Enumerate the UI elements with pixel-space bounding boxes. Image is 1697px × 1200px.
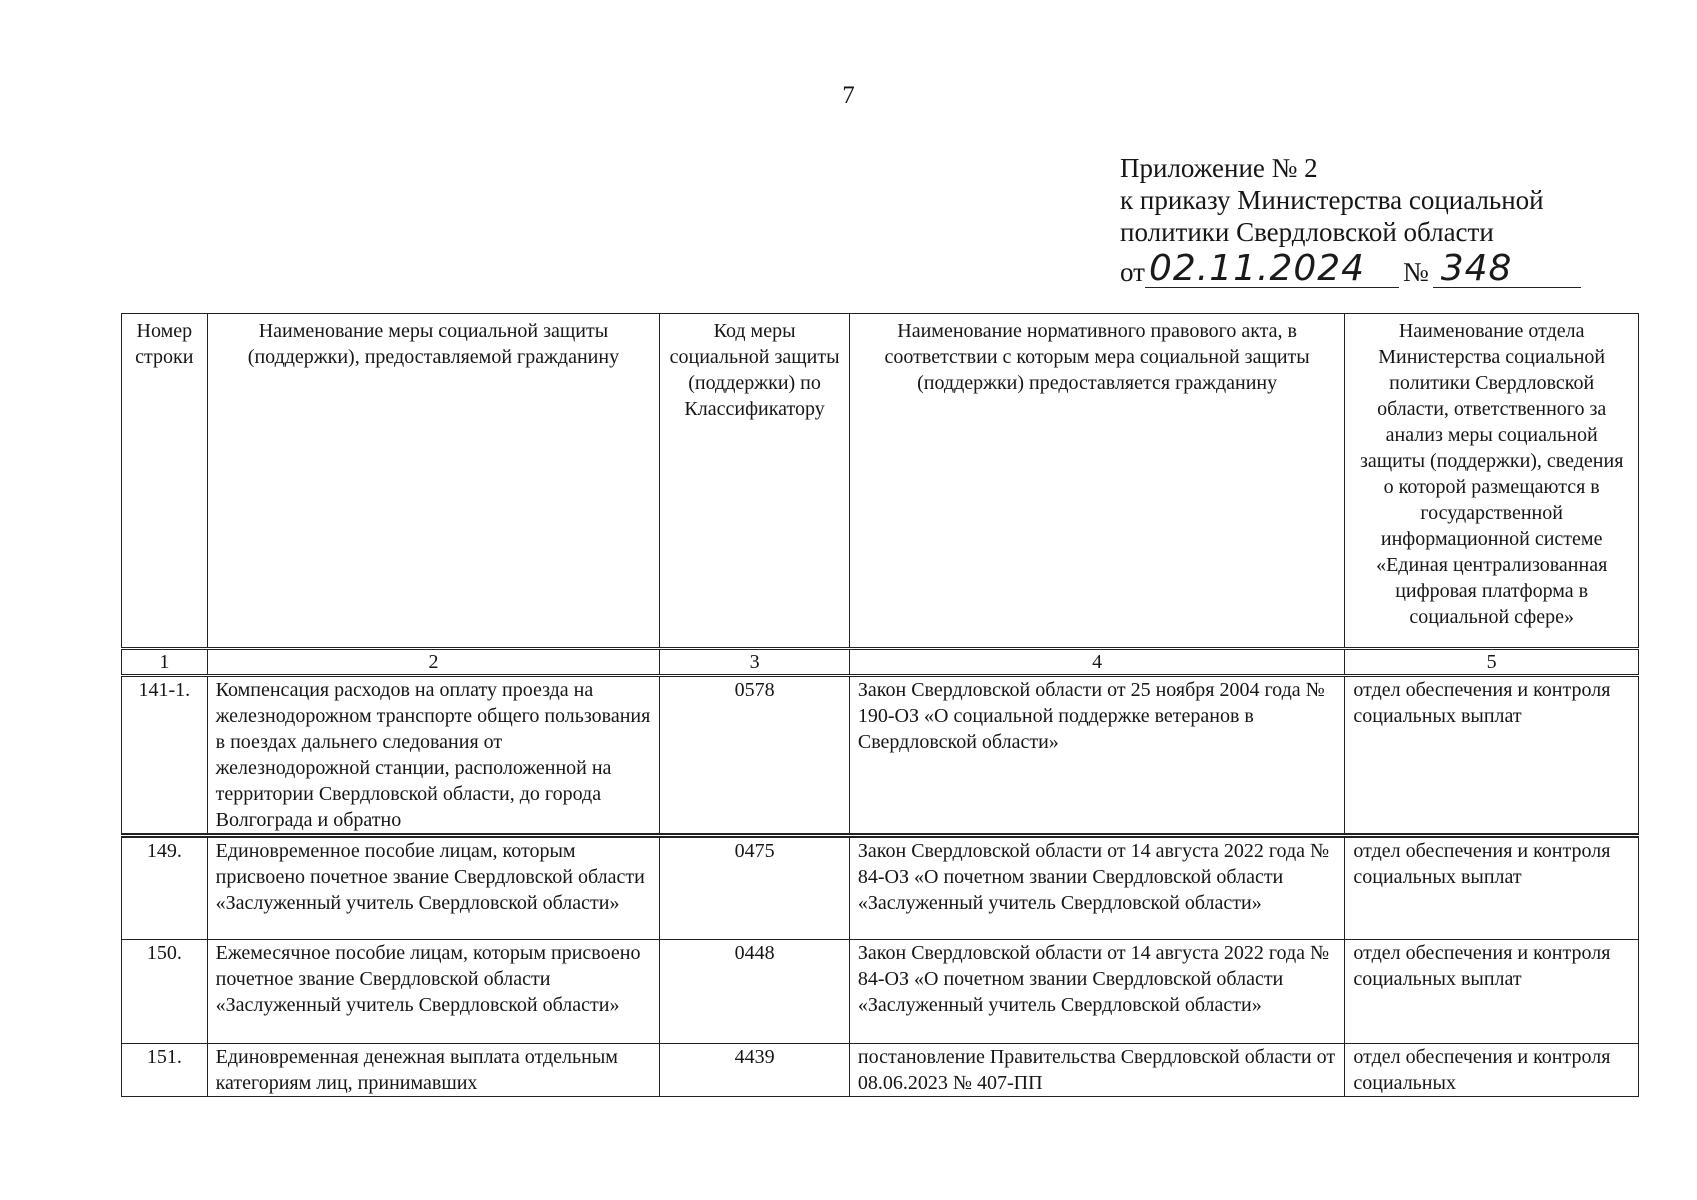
page-number: 7 <box>842 82 855 109</box>
row-number: 149. <box>122 836 208 940</box>
header-row-number: Номер строки <box>122 314 208 649</box>
appendix-title: Приложение № 2 <box>1120 153 1318 183</box>
legal-act: Закон Свердловской области от 25 ноября 2004 года № 190-ОЗ «О социальной поддержке ветеранов в Свердловской области» <box>849 676 1344 836</box>
table-row <box>122 940 1639 1044</box>
handwritten-date: 02.11.2024 <box>1145 251 1399 288</box>
responsible-department: отдел обеспечения и контроля социальных выплат <box>1345 940 1639 1044</box>
measure-code: 0475 <box>660 836 850 940</box>
column-number: 3 <box>660 649 850 676</box>
measure-name: Единовременная денежная выплата отдельным категориям лиц, принимавших <box>207 1044 660 1097</box>
appendix-date-number <box>1120 248 1581 288</box>
header-measure-name: Наименование меры социальной защиты (поддержки), предоставляемой гражданину <box>207 314 660 649</box>
header-legal-act: Наименование нормативного правового акта, в соответствии с которым мера социальной защиты (поддержки) предоставляется гражданину <box>849 314 1344 649</box>
measure-name: Компенсация расходов на оплату проезда на железнодорожном транспорте общего пользования в поездах дальнего следования от железнодорожной станции, расположенной на территории Свердловской области, до города Волгограда и обратно <box>207 676 660 836</box>
row-number: 151. <box>122 1044 208 1097</box>
header-department: Наименование отдела Министерства социальной политики Свердловской области, ответственного за анализ меры социальной защиты (поддержки), сведения о которой размещаются в государственной информационной системе «Единая централизованная цифровая платформа в социальной сфере» <box>1345 314 1639 649</box>
header-measure-code: Код меры социальной защиты (поддержки) по Классификатору <box>660 314 850 649</box>
legal-act: постановление Правительства Свердловской области от 08.06.2023 № 407-ПП <box>849 1044 1344 1097</box>
row-number: 141-1. <box>122 676 208 836</box>
social-measures-table <box>121 313 1639 1097</box>
measure-code: 4439 <box>660 1044 850 1097</box>
table-row <box>122 836 1639 940</box>
column-number: 4 <box>849 649 1344 676</box>
responsible-department: отдел обеспечения и контроля социальных выплат <box>1345 676 1639 836</box>
responsible-department: отдел обеспечения и контроля социальных выплат <box>1345 836 1639 940</box>
table-row <box>122 1044 1639 1097</box>
appendix-ministry-line: политики Свердловской области <box>1120 217 1494 247</box>
measure-name: Единовременное пособие лицам, которым присвоено почетное звание Свердловской области «Заслуженный учитель Свердловской области» <box>207 836 660 940</box>
measure-code: 0578 <box>660 676 850 836</box>
row-number: 150. <box>122 940 208 1044</box>
table-row <box>122 676 1639 836</box>
measure-name: Ежемесячное пособие лицам, которым присвоено почетное звание Свердловской области «Заслуженный учитель Свердловской области» <box>207 940 660 1044</box>
column-number: 2 <box>207 649 660 676</box>
date-prefix: от <box>1120 257 1145 287</box>
measure-code: 0448 <box>660 940 850 1044</box>
number-sign: № <box>1402 257 1429 287</box>
column-numbers-row <box>122 649 1639 676</box>
table-header-row <box>122 314 1639 649</box>
column-number: 5 <box>1345 649 1639 676</box>
handwritten-number: 348 <box>1433 251 1581 288</box>
legal-act: Закон Свердловской области от 14 августа 2022 года № 84-ОЗ «О почетном звании Свердловской области «Заслуженный учитель Свердловской области» <box>849 940 1344 1044</box>
appendix-order-line: к приказу Министерства социальной <box>1120 185 1544 215</box>
appendix-header <box>1120 152 1581 288</box>
column-number: 1 <box>122 649 208 676</box>
legal-act: Закон Свердловской области от 14 августа 2022 года № 84-ОЗ «О почетном звании Свердловской области «Заслуженный учитель Свердловской области» <box>849 836 1344 940</box>
responsible-department: отдел обеспечения и контроля социальных <box>1345 1044 1639 1097</box>
